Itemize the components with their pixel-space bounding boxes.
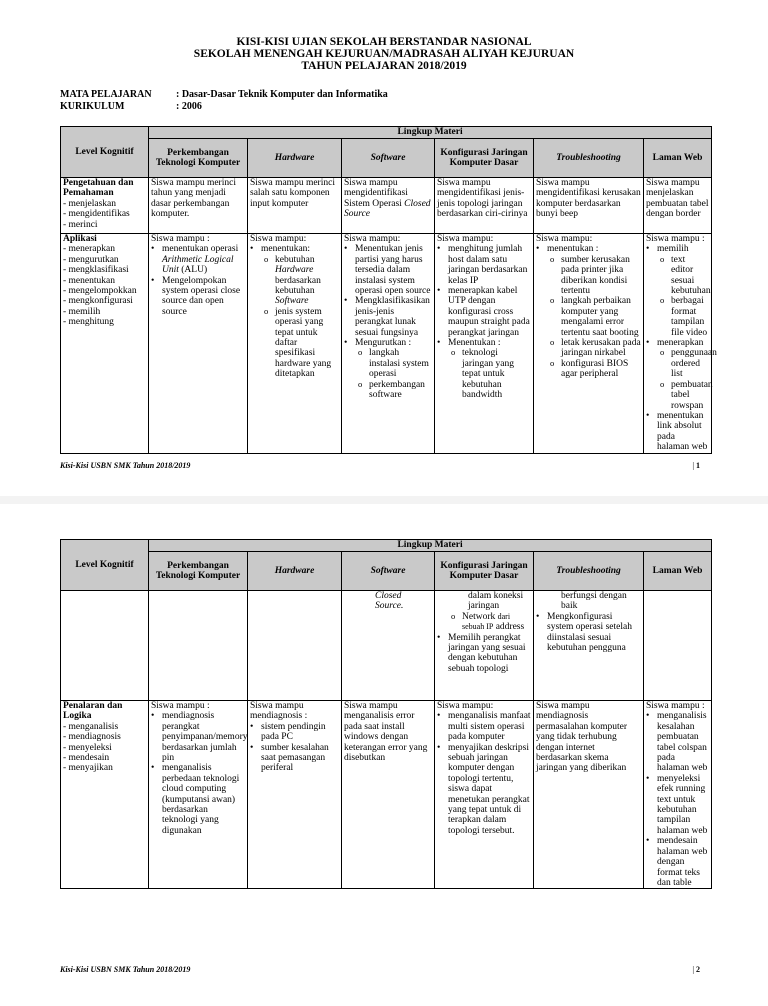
table-row-aplikasi <box>61 234 712 454</box>
sub-list <box>660 255 709 338</box>
bullet-list <box>536 612 641 654</box>
cell-intro: Siswa mampu mendiagnosis : <box>250 701 308 722</box>
level-cell <box>61 591 149 701</box>
cell-hardware <box>248 701 342 889</box>
bullet-list <box>250 722 339 774</box>
list-item: o text editor sesuai kebutuhan <box>660 255 709 297</box>
bullet-list <box>344 244 432 400</box>
header-software: Software <box>342 552 435 591</box>
table-row-penalaran <box>61 701 712 889</box>
italic-part: Arithmetic Logical Unit <box>162 254 234 276</box>
cell-hardware <box>248 591 342 701</box>
text-part: menerapkan <box>657 338 704 349</box>
text-part: memilih <box>657 244 689 255</box>
footer-left-text: Kisi-Kisi USBN SMK Tahun 2018/2019 <box>60 965 191 974</box>
bullet-list <box>437 244 531 400</box>
list-item <box>264 255 339 307</box>
doc-title-line-2: SEKOLAH MENENGAH KEJURUAN/MADRASAH ALIYAH KEJURUAN <box>193 48 575 60</box>
list-item: o perkembangan software <box>358 380 432 401</box>
cell-text: Siswa mampu mengidentifikasi Sistem Operasi <box>344 178 408 209</box>
list-item: - mendiagnosis <box>63 732 146 742</box>
meta-mapel-value: : Dasar-Dasar Teknik Komputer dan Informatika <box>176 89 388 100</box>
list-item: • Mengklasifikasikan jenis-jenis perangkat lunak sesuai fungsinya <box>344 296 432 338</box>
bullet-list <box>536 244 641 379</box>
meta-kurikulum <box>60 101 560 113</box>
level-title: Pengetahuan dan Pemahaman <box>63 178 134 199</box>
meta-mata-pelajaran <box>60 89 560 101</box>
bullet-list <box>646 244 717 453</box>
cell-laman-web <box>644 701 712 889</box>
text-part: menentukan : <box>547 244 599 255</box>
cell-intro: Siswa mampu : <box>646 701 705 711</box>
cell-intro: Siswa mampu : <box>646 234 705 244</box>
level-cell <box>61 701 149 889</box>
list-item <box>151 244 245 275</box>
header-jaringan: Konfigurasi Jaringan Komputer Dasar <box>435 139 534 178</box>
text-part: berdasarkan kebutuhan <box>275 275 321 297</box>
page-separator: | <box>692 461 696 470</box>
cell-intro: Siswa mampu: <box>344 234 401 244</box>
cell-intro: Siswa mampu: <box>536 234 593 244</box>
cell-perkembangan <box>149 234 248 454</box>
list-item: - menentukan <box>63 276 146 286</box>
list-item <box>451 612 531 633</box>
header-level-kognitif: Level Kognitif <box>61 540 149 591</box>
cell-troubleshooting: Siswa mampu mendiagnosis permasalahan komputer yang tidak terhubung dengan internet berdasarkan skema jaringan yang diberikan <box>534 701 644 889</box>
meta-mapel-label: MATA PELAJARAN <box>60 89 152 100</box>
cell-perkembangan <box>149 591 248 701</box>
sub-list <box>358 348 432 400</box>
text-part: menentukan: <box>261 244 311 255</box>
list-item: • menyajikan deskripsi sebuah jaringan komputer dengan topologi tertentu, siswa dapat menetukan perangkat yang tepat untuk di terapkan dalam topologi tersebut. <box>437 743 531 837</box>
text-part: Mengurutkan : <box>355 338 412 349</box>
list-item: o letak kerusakan pada jaringan nirkabel <box>550 338 641 359</box>
sub-list <box>264 255 339 380</box>
document-page-1 <box>0 0 768 500</box>
list-item: o langkah perbaikan komputer yang mengalami error tertentu saat booting <box>550 296 641 338</box>
cell-laman-web: Siswa mampu menjelaskan pembuatan tabel dengan border <box>644 178 712 234</box>
cell-troubleshooting: Siswa mampu mengidentifikasi kerusakan komputer berdasarkan bunyi beep <box>534 178 644 234</box>
document-page-2 <box>0 500 768 1006</box>
cell-jaringan <box>435 234 534 454</box>
list-item: o pembuatan tabel rowspan <box>660 380 709 411</box>
list-item <box>437 338 531 400</box>
cell-italic-text: Closed Source. <box>375 591 404 612</box>
cell-software: Siswa mampu menganalisis error pada saat install windows dengan keterangan error yang disebutkan <box>342 701 435 889</box>
cell-laman-web <box>644 234 717 454</box>
level-title: Aplikasi <box>63 234 97 244</box>
page-number <box>692 965 700 974</box>
page-number-value: 1 <box>696 461 700 470</box>
level-cell <box>61 234 149 454</box>
bullet-list <box>250 244 339 379</box>
list-item: - menerapkan <box>63 244 146 254</box>
list-item: • mendesain halaman web dengan format teks dan table <box>646 836 709 888</box>
text-part: address <box>493 622 525 633</box>
cell-software <box>342 591 435 701</box>
table-header-row <box>61 127 712 139</box>
list-item: - memilih <box>63 307 146 317</box>
level-title: Penalaran dan Logika <box>63 701 123 722</box>
cell-hardware: Siswa mampu merinci salah satu komponen input komputer <box>248 178 342 234</box>
page-separator: | <box>692 965 696 974</box>
bullet-list <box>437 633 531 675</box>
cell-intro: Siswa mampu: <box>437 234 494 244</box>
list-item: - mengkonfigurasi <box>63 296 146 306</box>
list-item: • menentukan link absolut pada halaman web <box>646 411 709 453</box>
page-footer-2 <box>60 965 700 974</box>
header-jaringan: Konfigurasi Jaringan Komputer Dasar <box>435 552 534 591</box>
page-number <box>692 461 700 470</box>
list-item: • menghitung jumlah host dalam satu jaringan berdasarkan kelas IP <box>437 244 531 286</box>
header-troubleshooting: Troubleshooting <box>534 139 644 178</box>
table-subheader-row <box>61 139 712 178</box>
list-item: - mengelompokkan <box>63 286 146 296</box>
bullet-list <box>646 711 709 888</box>
page-footer-1 <box>60 461 700 470</box>
cell-continued-text: dalam koneksi jaringan <box>468 591 524 612</box>
list-item: • Mengelompokan system operasi close source dan open source <box>151 276 245 318</box>
level-cell <box>61 178 149 234</box>
cell-jaringan: Siswa mampu mengidentifikasi jenis-jenis topologi jaringan berdasarkan ciri-cirinya <box>435 178 534 234</box>
italic-part: Hardware <box>275 265 314 276</box>
sub-list <box>451 348 531 400</box>
level-list <box>63 199 146 230</box>
list-item: • menganalisis manfaat multi sistem operasi pada komputer <box>437 711 531 742</box>
table-row-pengetahuan <box>61 178 712 234</box>
cell-intro: Siswa mampu : <box>151 701 210 711</box>
list-item: - mengurutkan <box>63 255 146 265</box>
list-item: - merinci <box>63 220 146 230</box>
page-number-value: 2 <box>696 965 700 974</box>
header-hardware: Hardware <box>248 552 342 591</box>
list-item: - mengklasifikasi <box>63 265 146 275</box>
list-item: o teknologi jaringan yang tepat untuk kebutuhan bandwidth <box>451 348 531 400</box>
header-perkembangan: Perkembangan Teknologi Komputer <box>149 139 248 178</box>
list-item: • menganalisis perbedaan teknologi cloud computing (kumputansi awan) berdasarkan teknologi yang digunakan <box>151 763 245 836</box>
cell-software <box>342 178 435 234</box>
list-item: - mengidentifikas <box>63 209 146 219</box>
cell-software <box>342 234 435 454</box>
cell-perkembangan: Siswa mampu merinci tahun yang menjadi dasar perkembangan komputer. <box>149 178 248 234</box>
list-item: o penggunaan ordered list <box>660 348 709 379</box>
text-part: kebutuhan <box>275 254 315 265</box>
list-item <box>646 338 717 411</box>
cell-intro: Siswa mampu: <box>250 234 307 244</box>
cell-continued-text: berfungsi dengan baik <box>561 591 627 612</box>
cell-intro: Siswa mampu : <box>151 234 210 244</box>
cell-jaringan <box>435 701 534 889</box>
cell-hardware <box>248 234 342 454</box>
text-part: Network <box>462 611 498 622</box>
kisi-table-page-2 <box>60 539 712 889</box>
bullet-list <box>151 711 248 836</box>
list-item <box>536 244 641 379</box>
cell-troubleshooting <box>534 234 644 454</box>
header-lingkup-materi: Lingkup Materi <box>149 540 712 552</box>
list-item: • sistem pendingin pada PC <box>250 722 339 743</box>
header-lingkup-materi: Lingkup Materi <box>149 127 712 139</box>
cell-perkembangan <box>149 701 248 889</box>
bullet-list <box>437 711 531 836</box>
list-item: - menghitung <box>63 317 146 327</box>
list-item: o jenis system operasi yang tepat untuk daftar spesifikasi hardware yang ditetapkan <box>264 307 339 380</box>
sub-list <box>550 255 641 380</box>
sub-list <box>451 612 531 633</box>
header-troubleshooting: Troubleshooting <box>534 552 644 591</box>
list-item: o berbagai format tampilan file video <box>660 296 709 338</box>
italic-part: Software <box>275 296 309 307</box>
list-item: o langkah instalasi system operasi <box>358 348 432 379</box>
bullet-list <box>151 244 245 317</box>
doc-title-line-1: KISI-KISI UJIAN SEKOLAH BERSTANDAR NASIONAL <box>236 36 532 48</box>
list-item <box>344 338 432 400</box>
cell-jaringan <box>435 591 534 701</box>
kisi-table-page-1 <box>60 126 717 454</box>
header-perkembangan: Perkembangan Teknologi Komputer <box>149 552 248 591</box>
list-item: • Memilih perangkat jaringan yang sesuai dengan kebutuhan sebuah topologi <box>437 633 531 675</box>
level-list <box>63 244 146 327</box>
list-item: o konfigurasi BIOS agar peripheral <box>550 359 641 380</box>
list-item: • Mengkonfigurasi system operasi setelah diinstalasi sesuai kebutuhan pengguna <box>536 612 641 654</box>
list-item: • sumber kesalahan saat pemasangan periferal <box>250 743 339 774</box>
list-item <box>250 244 339 379</box>
list-item: - menyajikan <box>63 763 146 773</box>
list-item: o sumber kerusakan pada printer jika diberikan kondisi tertentu <box>550 255 641 297</box>
header-laman-web: Laman Web <box>644 139 712 178</box>
list-item: • menyeleksi efek running text untuk kebutuhan tampilan halaman web <box>646 774 709 836</box>
list-item: • menerapkan kabel UTP dengan konfigurasi cross maupun straight pada perangkat jaringan <box>437 286 531 338</box>
meta-kurikulum-label: KURIKULUM <box>60 101 125 112</box>
header-level-kognitif: Level Kognitif <box>61 127 149 178</box>
table-header-row <box>61 540 712 552</box>
header-laman-web: Laman Web <box>644 552 712 591</box>
cell-italic-text: Closed Source <box>344 198 431 220</box>
text-part: Menentukan : <box>448 338 501 349</box>
list-item: - menjelaskan <box>63 199 146 209</box>
header-software: Software <box>342 139 435 178</box>
list-item: - menyeleksi <box>63 743 146 753</box>
header-hardware: Hardware <box>248 139 342 178</box>
cell-troubleshooting <box>534 591 644 701</box>
list-item: • Menentukan jenis partisi yang harus tersedia dalam instalasi system operasi open source <box>344 244 432 296</box>
footer-left-text: Kisi-Kisi USBN SMK Tahun 2018/2019 <box>60 461 191 470</box>
text-part: (ALU) <box>178 265 208 276</box>
list-item <box>646 244 709 338</box>
sub-list <box>660 348 717 411</box>
list-item: - menganalisis <box>63 722 146 732</box>
table-row-aplikasi-continued <box>61 591 712 701</box>
list-item: • menganalisis kesalahan pembuatan tabel colspan pada halaman web <box>646 711 709 773</box>
level-list <box>63 722 146 774</box>
cell-laman-web <box>644 591 712 701</box>
small-text-part: dari sebuah IP <box>462 611 511 632</box>
meta-kurikulum-value: : 2006 <box>176 101 202 112</box>
text-part: menentukan operasi <box>162 244 239 255</box>
doc-title-line-3: TAHUN PELAJARAN 2018/2019 <box>301 60 467 72</box>
table-subheader-row <box>61 552 712 591</box>
cell-intro: Siswa mampu: <box>437 701 494 711</box>
list-item: • mendiagnosis perangkat penyimpanan/memory berdasarkan jumlah pin <box>151 711 245 763</box>
list-item: - mendesain <box>63 753 146 763</box>
